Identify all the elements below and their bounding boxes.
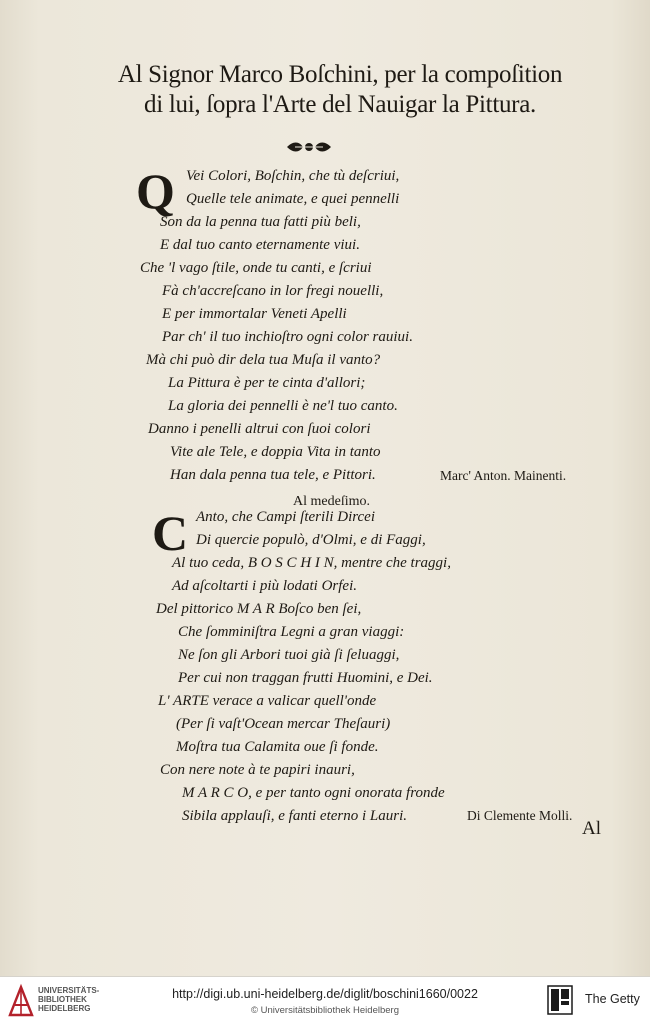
page-title (60, 60, 620, 120)
getty-logo-icon[interactable] (547, 985, 573, 1015)
sonnet-2-line-7: Ne ſon gli Arbori tuoi già ſi ſeluaggi, (178, 647, 400, 663)
sonnet-2-line-10: (Per ſi vaſt'Ocean mercar Theſauri) (176, 716, 391, 732)
sonnet-2-line-11: Moſtra tua Calamita oue ſi fonde. (176, 739, 379, 755)
sonnet-1-line-6: Fà ch'accreſcano in lor fregi nouelli, (162, 283, 384, 299)
sonnet-1-line-11: La gloria dei pennelli è ne'l tuo canto. (168, 398, 398, 414)
sonnet-1-line-4: E dal tuo canto eternamente viui. (160, 237, 360, 253)
permalink-url[interactable]: http://digi.ub.uni-heidelberg.de/diglit/boschini1660/0022 (172, 987, 478, 1001)
sonnet-1-line-10: La Pittura è per te cinta d'allori; (168, 375, 366, 391)
sonnet-2-line-9: L' ARTE verace a valicar quell'onde (158, 693, 377, 709)
drop-cap-c: C (152, 505, 189, 561)
drop-cap-q: Q (136, 163, 175, 219)
sonnet-1-line-14: Han dala penna tua tele, e Pittori. (170, 467, 376, 483)
copyright-notice: © Universitätsbibliothek Heidelberg (251, 1005, 399, 1016)
section-heading-al-medesimo: Al medeſimo. (293, 494, 370, 509)
signature-molli: Di Clemente Molli. (467, 808, 573, 823)
title-line-1: Al Signor Marco Boſchini, per la compoſition (117, 61, 563, 88)
sonnet-1-line-3: Son da la penna tua fatti più beli, (160, 214, 361, 230)
sonnet-2-line-13: M A R C O, e per tanto ogni onorata fronde (182, 785, 445, 801)
catchword: Al (582, 818, 601, 839)
title-line-2: di lui, ſopra l'Arte del Nauigar la Pittura. (144, 91, 536, 118)
sonnet-2-line-6: Che ſomminiſtra Legni a gran viaggi: (178, 624, 405, 640)
sonnet-2-line-8: Per cui non traggan frutti Huomini, e Dei. (178, 670, 433, 686)
sonnet-1-line-9: Mà chi può dir dela tua Muſa il vanto? (146, 352, 381, 368)
sonnet-2-line-1: Anto, che Campi ſterili Dircei (196, 509, 375, 525)
fleuron-ornament-icon (285, 140, 333, 154)
sonnet-2-line-14: Sibila applauſi, e fanti eterno i Lauri. (182, 808, 407, 824)
viewer-footer (0, 976, 650, 1024)
sonnet-1-line-7: E per immortalar Veneti Apelli (162, 306, 347, 322)
sonnet-1-line-13: Vite ale Tele, e doppia Vita in tanto (170, 444, 381, 460)
signature-mainenti: Marc' Anton. Mainenti. (440, 468, 567, 483)
sonnet-2-line-12: Con nere note à te papiri inauri, (160, 762, 355, 778)
sonnet-2-line-3: Al tuo ceda, B O S C H I N, mentre che traggi, (172, 555, 451, 571)
sonnet-1-line-8: Par ch' il tuo inchioſtro ogni color rauiui. (162, 329, 413, 345)
sonnet-1-line-1: Vei Colori, Boſchin, che tù deſcriui, (186, 168, 400, 184)
sonnet-1-line-2: Quelle tele animate, e quei pennelli (186, 191, 400, 207)
sonnet-1-line-5: Che 'l vago ſtile, onde tu canti, e ſcriui (140, 260, 372, 276)
sonnet-2-line-2: Di quercie populò, d'Olmi, e di Faggi, (196, 532, 426, 548)
sonnet-2-line-5: Del pittorico M A R Boſco ben ſei, (156, 601, 362, 617)
sonnet-2-line-4: Ad aſcoltarti i più lodati Orfei. (172, 578, 357, 594)
getty-label: The Getty (585, 992, 640, 1006)
library-name: UNIVERSITÄTS- BIBLIOTHEK HEIDELBERG (38, 986, 100, 1013)
sonnet-1-line-12: Danno i penelli altrui con ſuoi colori (148, 421, 371, 437)
